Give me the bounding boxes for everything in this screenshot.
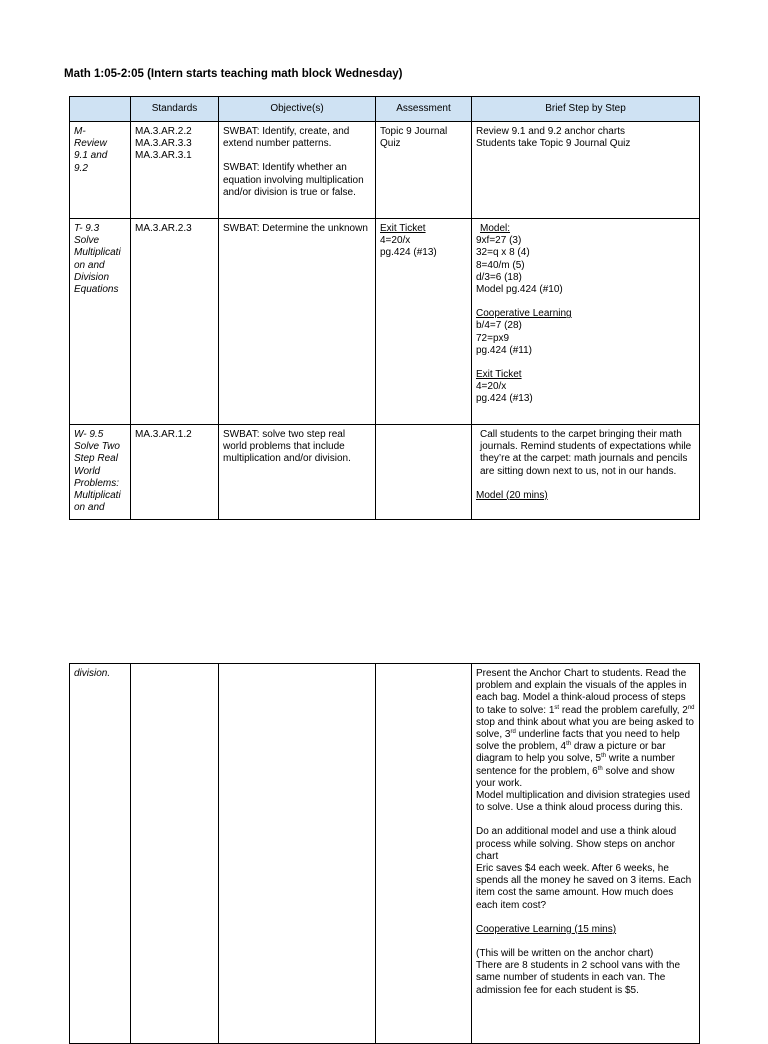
cooperative-learning-heading: Cooperative Learning (15 mins) [476,923,617,935]
steps-cell: Call students to the carpet bringing their math journals. Remind students of expectations while they’re at the carpet: math journals and pencils are sitting down next to us, not in our hands. Model (20 mins) [472,425,700,520]
standards-cell: MA.3.AR.2.2 MA.3.AR.3.3 MA.3.AR.3.1 [131,122,219,219]
day-cell: T- 9.3 Solve Multiplicati on and Division Equations [70,219,131,425]
exit-ticket-label: Exit Ticket [380,223,426,234]
exit-ticket-heading: Exit Ticket [476,369,522,381]
header-steps: Brief Step by Step [472,97,700,122]
day-cell: M- Review 9.1 and 9.2 [70,122,131,219]
anchor-chart-paragraph: Present the Anchor Chart to students. Read the problem and explain the visuals of the apples in each bag. Model a think-aloud process of steps to take to solve: 1st read the problem carefully, 2nd stop and think about what you are being asked to solve, 3rd underline facts that you need to help solve the problem, 4th draw a picture or bar diagram to help you solve, 5th write a number sentence for the problem, 6th solve and show your work. [476,668,695,789]
table-header-row [70,97,700,122]
table-row-tuesday [70,219,700,425]
assessment-cell: Exit Ticket 4=20/x pg.424 (#13) [376,219,472,425]
day-cell: W- 9.5 Solve Two Step Real World Problems: Multiplicati on and [70,425,131,520]
assessment-cell [376,425,472,520]
objective-cell: SWBAT: solve two step real world problems that include multiplication and/or division. [219,425,376,520]
day-cell: division. [70,664,131,1044]
table-row-wednesday [70,425,700,520]
header-standards: Standards [131,97,219,122]
model-heading: Model (20 mins) [476,489,548,501]
model-heading: Model: [480,223,511,234]
table-row-continued [70,664,700,1044]
assessment-cell: Topic 9 Journal Quiz [376,122,472,219]
cooperative-learning-heading: Cooperative Learning [476,308,572,320]
lesson-title: Math 1:05-2:05 (Intern starts teaching math block Wednesday) [64,68,403,80]
objective-cell: SWBAT: Determine the unknown [219,219,376,425]
header-objectives: Objective(s) [219,97,376,122]
standards-cell: MA.3.AR.2.3 [131,219,219,425]
header-day [70,97,131,122]
lesson-plan-table-continued [69,663,700,1044]
table-row-monday [70,122,700,219]
steps-cell: Review 9.1 and 9.2 anchor charts Students take Topic 9 Journal Quiz [472,122,700,219]
steps-cell: Model: 9xf=27 (3) 32=q x 8 (4) 8=40/m (5) d/3=6 (18) Model pg.424 (#10) Cooperative Learning b/4=7 (28) 72=px9 pg.424 (#11) Exit Ticket 4=20/x pg.424 (#13) [472,219,700,425]
lesson-plan-table [69,96,700,520]
assessment-cell [376,664,472,1044]
objective-cell [219,664,376,1044]
header-assessment: Assessment [376,97,472,122]
steps-cell: Present the Anchor Chart to students. Read the problem and explain the visuals of the apples in each bag. Model a think-aloud process of steps to take to solve: 1st read the problem carefully, 2nd stop and think about what you are being asked to solve, 3rd underline facts that you need to help solve the problem, 4th draw a picture or bar diagram to help you solve, 5th write a number sentence for the problem, 6th solve and show your work. Model multiplication and division strategies used to solve. Use a think aloud process during this. Do an additional model and use a think aloud process while solving. Show steps on anchor chart Eric saves $4 each week. After 6 weeks, he spends all the money he saved on 3 items. Each item cost the same amount. How much does each item cost? Cooperative Learning (15 mins) (This will be written on the anchor chart) There are 8 students in 2 school vans with the same number of students in each van. The admission fee for each student is $5. [472,664,700,1044]
standards-cell: MA.3.AR.1.2 [131,425,219,520]
standards-cell [131,664,219,1044]
objective-cell: SWBAT: Identify, create, and extend number patterns. SWBAT: Identify whether an equation involving multiplication and/or division is true or false. [219,122,376,219]
